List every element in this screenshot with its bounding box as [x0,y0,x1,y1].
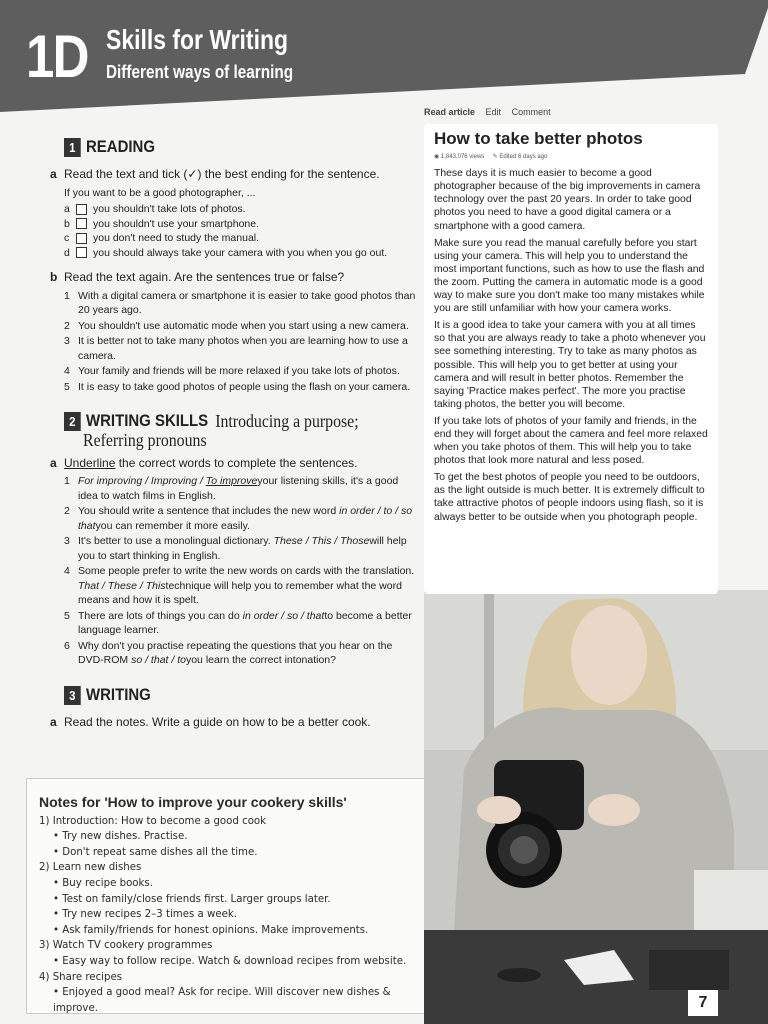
writing-skills-task: a Underline the correct words to complete the sentences. [50,455,358,470]
reading-option [64,246,420,261]
writing-skills-subtitle: Referring pronouns [83,430,207,450]
view-count: 1,843,076 views [440,154,485,161]
note-bullet: • Don't repeat same dishes all the time. [53,846,258,858]
item-number: 5 [64,380,70,393]
section-title: READING [86,137,155,157]
writing-skills-list [64,474,420,668]
article-paragraph: These days it is much easier to become a good photographer because of the big improvements in camera technology over the past 20 years. In order to take good photos you need to have a good digital camera or a smartphone with a good camera. [434,168,701,232]
statement-item [64,380,420,395]
item-number: 4 [64,565,70,577]
statement-item [64,319,420,334]
tab-edit[interactable]: Edit [485,107,502,117]
sentence-item [64,609,420,638]
reading-option [64,202,420,217]
article-body [434,167,708,523]
option-text: you shouldn't use your smartphone. [93,217,260,230]
sentence-text [78,474,420,503]
photo-article [424,124,718,594]
statement-text: You shouldn't use automatic mode when you start using a new camera. [78,319,409,332]
word-choice: That / These / This [78,579,166,592]
article-meta [434,151,708,164]
notes-title: Notes for 'How to improve your cookery skills' [39,794,347,810]
word-choice: in order / to / so that [78,505,413,532]
tab-read-article[interactable]: Read article [424,107,476,117]
article-paragraph: If you take lots of photos of your family and friends, in the end they will forget about the camera and feel more relaxed when you take photos of them. This will help you to take photos that look more natural and less posed. [434,415,708,467]
tab-comment[interactable]: Comment [511,107,551,117]
sentence-item [64,534,420,563]
writing-task: a Read the notes. Write a guide on how to be a better cook. [50,714,371,729]
article-tabs [424,107,559,117]
word-choice: These / This / Those [273,535,370,547]
item-number: 2 [64,319,70,332]
sentence-part: to become a better language learner. [78,609,412,636]
reading-intro: If you want to be a good photographer, ... [64,186,256,199]
option-letter: c [64,232,70,244]
note-heading: 2) Learn new dishes [39,862,142,874]
note-bullet: • Test on family/close friends first. Larger groups later. [53,893,331,905]
writing-heading: 3 WRITING [64,686,377,705]
reading-task-a: a Read the text and tick (✓) the best ending for the sentence. [50,167,380,181]
reading-heading [64,138,377,157]
unit-title: Skills for Writing [106,24,289,55]
woman-with-camera-photo [424,590,768,1024]
article-paragraph: Make sure you read the manual carefully before you start using your camera. This will help you to understand the most important functions, such as how to use the flash and the zoom. Putting the camera in automatic mode is a good way to make sure you don't make too many mistakes while you are still unfamiliar with how your camera works. [434,237,705,315]
option-text: you don't need to study the manual. [93,232,260,244]
item-number: 1 [64,475,70,487]
sentence-part: Why don't you practise repeating the questions that you hear on the DVD-ROM [78,639,393,666]
sentence-part: There are lots of things you can do [78,609,243,622]
statement-text: Your family and friends will be more relaxed if you take lots of photos. [78,365,400,377]
note-bullet: • Ask family/friends for honest opinions. Make improvements. [53,924,369,936]
sentence-part: technique will help you to remember what the word means and how it is spelt. [78,579,402,606]
eye-icon: ◉ [434,154,440,161]
cookery-notes [26,778,430,1014]
true-false-list [64,289,420,395]
item-number: 6 [64,639,70,652]
item-number: 5 [64,609,70,622]
article-paragraph: To get the best photos of people you need to be outdoors, as the light outside is much better. It is extremely difficult to take attractive photos of people indoors using flash, so it is always better to be outside when you photograph people. [434,472,705,523]
note-bullet: • Buy recipe books. [53,877,153,889]
exercises-column [50,130,420,733]
sentence-part: will help you to start thinking in English. [78,535,407,562]
statement-text: It is better not to take many photos when you are learning how to use a camera. [78,335,408,362]
sentence-text [78,609,420,638]
sentence-part: Some people prefer to write the new words on cards with the translation. [78,565,415,577]
notes-list [39,814,417,1017]
section-number: 1 [64,138,81,157]
statement-text: With a digital camera or smartphone it is easier to take good photos than 20 years ago. [78,289,416,316]
article-title: How to take better photos [434,129,643,148]
note-heading: 3) Watch TV cookery programmes [39,940,213,952]
tick-box[interactable] [76,204,87,215]
header-band [0,0,768,112]
item-number: 3 [64,535,70,547]
photo-illustration [424,590,768,1024]
page-number: 7 [688,990,718,1016]
unit-subtitle: Different ways of learning [106,62,294,82]
sentence-item [64,639,420,668]
edited-date: Edited 6 days ago [499,154,548,161]
option-letter: d [64,246,70,259]
note-bullet: • Easy way to follow recipe. Watch & download recipes from website. [53,955,407,967]
item-number: 2 [64,505,70,517]
note-bullet: • Enjoyed a good meal? Ask for recipe. Will discover new dishes & improve. [53,987,391,1014]
statement-item [64,334,420,363]
sentence-text [78,564,420,608]
sentence-part: You should write a sentence that includes the new word [78,505,340,517]
sentence-part: you learn the correct intonation? [185,654,336,666]
statement-item [64,364,420,379]
statement-item [64,289,420,318]
word-choice: For improving / Improving / [78,475,206,487]
word-choice: To improve [205,475,258,487]
word-choice: in order / so / that [242,609,325,622]
statement-text: It is easy to take good photos of people using the flash on your camera. [78,380,411,393]
word-choice: so / that / to [131,654,186,666]
note-heading: 1) Introduction: How to become a good cook [39,815,267,827]
sentence-part: your listening skills, it's a good idea to watch films in English. [78,475,399,502]
unit-number: 1D [26,23,88,90]
writing-skills-heading: 2 WRITING SKILLS Introducing a purpose; [64,412,377,431]
note-bullet: • Try new recipes 2–3 times a week. [53,909,238,921]
reading-options [50,202,420,260]
reading-option [64,231,420,246]
note-bullet: • Try new dishes. Practise. [53,831,188,843]
tick-box[interactable] [76,218,87,229]
tick-box[interactable] [76,233,87,244]
sentence-text [78,639,420,668]
item-number: 3 [64,335,70,347]
item-number: 4 [64,365,70,377]
reading-option [64,217,420,232]
option-letter: a [64,203,70,215]
article-paragraph: It is a good idea to take your camera with you at all times so that you are always ready to take a photo whenever you see something interesting. Try to take as many photos as possible. This will help you to get better at using your camera and will result in better photos. Remember the saying 'Practice makes perfect'. The more you practise taking photos, the better you will become. [434,320,706,410]
sentence-item [64,504,420,533]
note-heading: 4) Share recipes [39,971,123,983]
sentence-text [78,504,420,533]
sentence-text [78,534,420,563]
reading-task-b: b Read the text again. Are the sentences true or false? [50,270,345,284]
option-text: you should always take your camera with you when you go out. [93,246,388,259]
tick-box[interactable] [76,247,87,258]
option-text: you shouldn't take lots of photos. [93,203,246,215]
item-number: 1 [64,289,70,302]
unit-header [0,0,768,112]
sentence-item [64,474,420,503]
sentence-part: It's better to use a monolingual dictionary. [78,535,274,547]
sentence-part: you can remember it more easily. [95,519,250,532]
option-letter: b [64,217,70,230]
pencil-icon: ✎ [492,154,498,161]
sentence-item [64,564,420,608]
